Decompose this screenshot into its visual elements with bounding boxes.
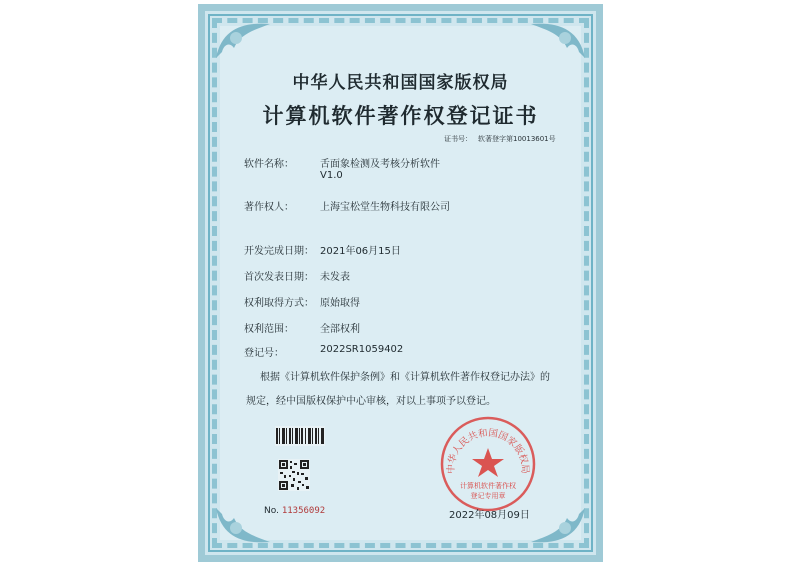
field-label: 首次发表日期：: [244, 272, 314, 283]
certificate-number: [444, 134, 556, 144]
field-label: 权利取得方式：: [244, 298, 314, 309]
field-value: 原始取得: [320, 298, 360, 309]
certificate: [198, 4, 603, 562]
ornament-corner-icon: [529, 18, 587, 60]
ornament-corner-icon: [214, 18, 272, 60]
serial-number: [264, 506, 325, 516]
field-registration-number: [244, 344, 403, 359]
field-value: [320, 155, 440, 181]
serial-value: 11356092: [281, 506, 326, 516]
seal-outer-text: 中华人民共和国国家版权局: [445, 427, 531, 474]
field-completion-date: [244, 242, 401, 257]
field-software-name: [244, 155, 440, 181]
field-rights-scope: [244, 320, 360, 335]
field-label: 开发完成日期：: [244, 246, 314, 257]
field-copyright-owner: [244, 198, 450, 213]
registration-statement: [246, 366, 571, 414]
serial-label: No.: [264, 506, 279, 516]
statement-line: 根据《计算机软件保护条例》和《计算机软件著作权登记办法》的: [260, 372, 550, 383]
field-label: 软件名称：: [244, 159, 294, 170]
software-name: 舌面象检测及考核分析软件: [320, 159, 440, 170]
issue-date: 2022年08月09日: [449, 510, 530, 521]
seal-inner-text-1: 计算机软件著作权: [460, 482, 516, 490]
field-value: 上海宝松堂生物科技有限公司: [320, 202, 450, 213]
field-value: 2022SR1059402: [320, 344, 404, 355]
field-label: 登记号：: [244, 348, 284, 359]
issuer-title: 中华人民共和国国家版权局: [292, 73, 509, 93]
certificate-title: 计算机软件著作权登记证书: [262, 104, 539, 128]
software-version: V1.0: [320, 170, 343, 181]
field-value: 2021年06月15日: [320, 246, 401, 257]
certificate-number-label: 证书号：: [444, 135, 472, 143]
field-value: 全部权利: [320, 324, 360, 335]
barcode-icon: [275, 426, 325, 446]
field-acquisition-method: [244, 294, 360, 309]
qr-code-icon: [278, 459, 310, 491]
statement-line: 规定，经中国版权保护中心审核，对以上事项予以登记。: [246, 396, 496, 407]
seal-inner-text-2: 登记专用章: [470, 492, 506, 500]
field-publish-date: [244, 268, 350, 283]
seal-star-icon: [472, 448, 504, 477]
official-seal: [438, 414, 538, 514]
certificate-number-value: 软著登字第10013601号: [478, 135, 556, 143]
field-value: 未发表: [320, 272, 350, 283]
field-label: 著作权人：: [244, 202, 294, 213]
field-label: 权利范围：: [244, 324, 294, 335]
